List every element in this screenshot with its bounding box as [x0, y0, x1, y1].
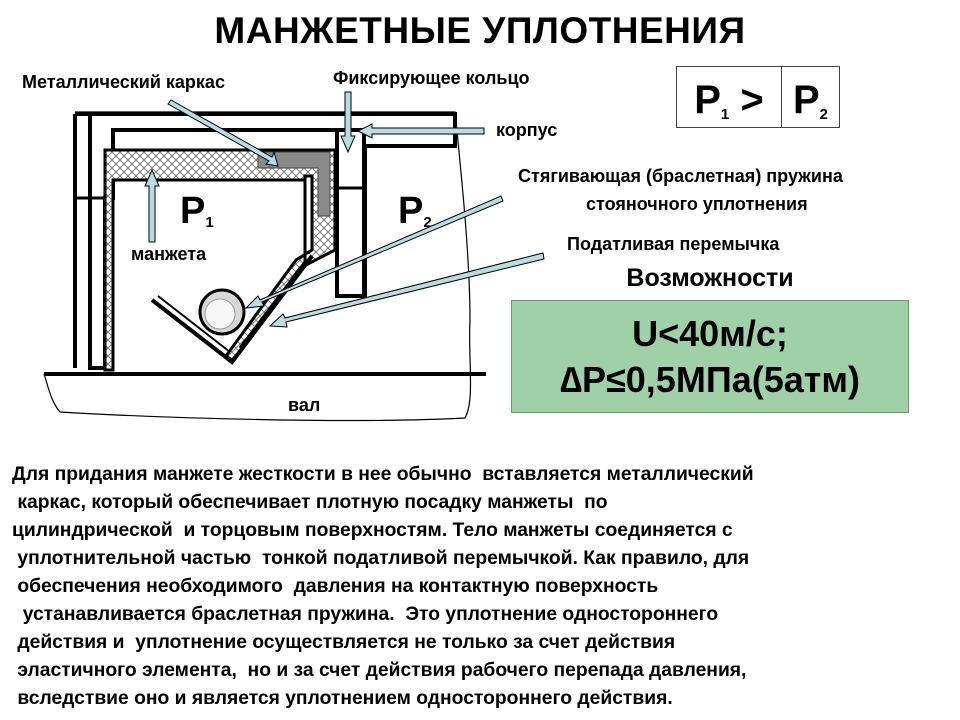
fixing-ring — [337, 130, 364, 296]
capabilities-line2: ∆P≤0,5МПа(5атм) — [559, 358, 860, 400]
housing-label: корпус — [496, 120, 558, 140]
description-paragraph — [12, 461, 952, 713]
paragraph-line: цилиндрической и торцовым поверхностям. Тело манжеты соединяется с — [12, 520, 733, 541]
page-title: МАНЖЕТНЫЕ УПЛОТНЕНИЯ — [214, 10, 746, 51]
pressure-relation-left: P $_1$ > — [694, 78, 764, 123]
paragraph-line: Для придания манжете жесткости в нее обычно вставляется металлический — [12, 464, 754, 485]
pressure-relation-box — [676, 66, 840, 128]
p1-label: $P_1$ — [180, 190, 214, 232]
paragraph-line: эластичного элемента, но и за счет действия рабочего перепада давления, — [12, 660, 747, 681]
metal-frame-label: Металлический каркас — [22, 72, 225, 92]
capabilities-box — [511, 300, 909, 413]
fixing-ring-label: Фиксирующее кольцо — [333, 68, 530, 88]
paragraph-line: обеспечения необходимого давления на контактную поверхность — [12, 576, 659, 597]
capabilities-heading: Возможности — [626, 264, 794, 292]
paragraph-line: действия и уплотнение осуществляется не только за счет действия — [12, 632, 676, 653]
spring-label-line1: Стягивающая (браслетная) пружина — [518, 166, 843, 186]
p2-label: $P_2$ — [398, 190, 432, 232]
paragraph-line: вследствие оно и является уплотнением одностороннего действия. — [12, 688, 673, 709]
shaft-label: вал — [288, 395, 321, 415]
flexible-bridge-label: Податливая перемычка — [567, 234, 780, 254]
pressure-relation-right: P $_2$ — [781, 67, 839, 127]
paragraph-line: каркас, который обеспечивает плотную посадку манжеты по — [12, 492, 608, 513]
paragraph-line: уплотнительной частью тонкой податливой перемычкой. Как правило, для — [12, 548, 750, 569]
spring-label-line2: стояночного уплотнения — [586, 194, 808, 214]
paragraph-line: устанавливается браслетная пружина. Это уплотнение одностороннего — [12, 604, 719, 625]
capabilities-line1: U<40м/с; — [632, 312, 788, 354]
cuff-label: манжета — [131, 244, 207, 264]
